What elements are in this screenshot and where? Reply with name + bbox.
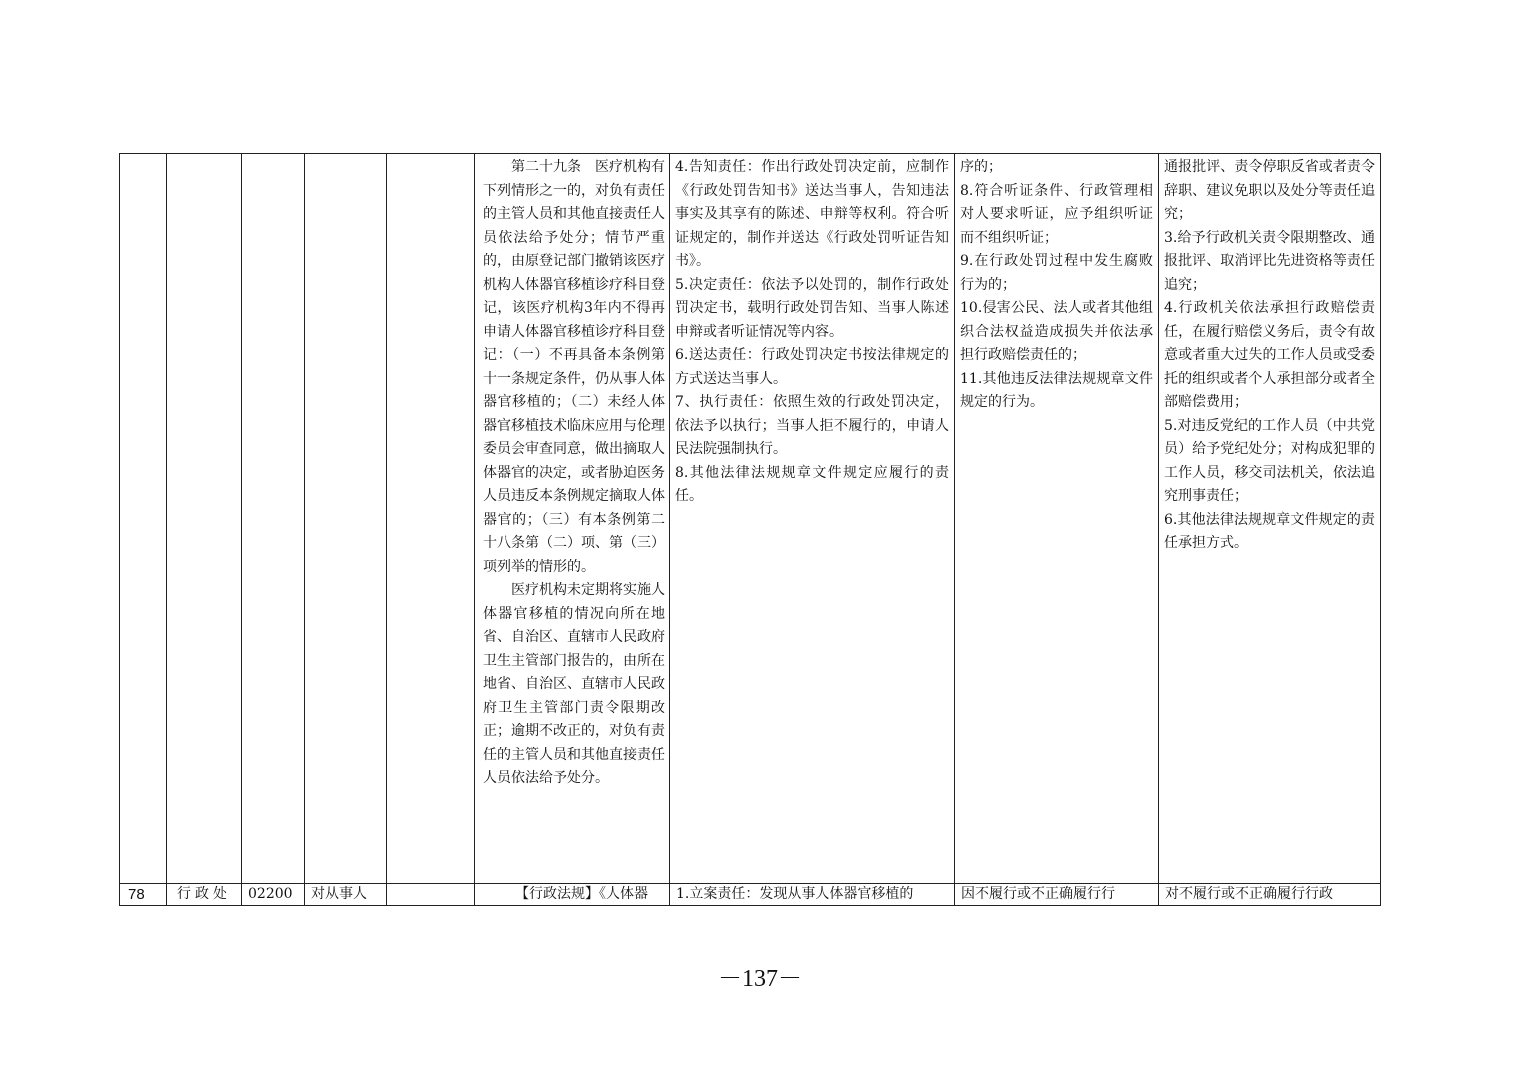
row-accountability-methods: 对不履行或不正确履行行政 [1165,886,1333,902]
cell-category-empty [167,154,242,884]
basis-text: 第二十九条 医疗机构有下列情形之一的，对负有责任的主管人员和其他直接责任人员依法给予处分；情节严重的，由原登记部门撤销该医疗机构人体器官移植诊疗科目登记，该医疗机构3年内不得再申请人体器官移植诊疗科目登记：（一）不再具备本条例第十一条规定条件，仍从事人体器官移植的；（二）未经人体器官移植技术临床应用与伦理委员会审查同意，做出摘取人体器官的决定，或者胁迫医务人员违反本条例规定摘取人体器官的；（三）有本条例第二十八条第（二）项、第（三）项列举的情形的。 医疗机构未定期将实施人体器官移植的情况向所在地省、自治区、直辖市人民政府卫生主管部门报告的，由所在地省、自治区、直辖市人民政府卫生主管部门责令限期改正；逾期不改正的，对负有责任的主管人员和其他直接责任人员依法给予处分。 [483,159,665,786]
cell-responsibility-78 [670,884,955,906]
cell-item-empty [305,154,387,884]
row-item: 对从事人 [311,886,367,902]
cell-number-empty [120,154,167,884]
cell-category [167,884,242,906]
cell-accountability-methods [1159,154,1381,884]
table-row-78 [120,884,1381,906]
cell-subitem [387,884,475,906]
row-code: 02200 [248,886,293,902]
cell-accountability-methods-78 [1159,884,1381,906]
responsibility-text: 4.告知责任：作出行政处罚决定前，应制作《行政处罚告知书》送达当事人，告知违法事实及其享有的陈述、申辩等权利。符合听证规定的，制作并送达《行政处罚听证告知书》。 5.决定责任：依法予以处罚的，制作行政处罚决定书，载明行政处罚告知、当事人陈述申辩或者听证情况等内容。 6.送达责任：行政处罚决定书按法律规定的方式送达当事人。 7、执行责任：依照生效的行政处罚决定，依法予以执行；当事人拒不履行的，申请人民法院强制执行。 8.其他法律法规规章文件规定应履行的责任。 [675,159,949,504]
accountability-cases-text: 序的； 8.符合听证条件、行政管理相对人要求听证，应予组织听证而不组织听证； 9.在行政处罚过程中发生腐败行为的； 10.侵害公民、法人或者其他组织合法权益造成损失并依法承担行政赔偿责任的； 11.其他违反法律法规规章文件规定的行为。 [960,159,1153,410]
row-basis: 【行政法规】《人体器 [515,886,648,902]
accountability-methods-text: 通报批评、责令停职反省或者责令辞职、建议免职以及处分等责任追究； 3.给予行政机关责令限期整改、通报批评、取消评比先进资格等责任追究； 4.行政机关依法承担行政赔偿责任，在履行赔偿义务后，责令有故意或者重大过失的工作人员或受委托的组织或者个人承担部分或者全部赔偿费用； 5.对违反党纪的工作人员（中共党员）给予党纪处分；对构成犯罪的工作人员，移交司法机关，依法追究刑事责任； 6.其他法律法规规章文件规定的责任承担方式。 [1164,159,1375,551]
page-number: －137－ [718,966,802,992]
cell-item [305,884,387,906]
row-responsibility: 1.立案责任：发现从事人体器官移植的 [676,886,914,902]
cell-code-empty [242,154,305,884]
cell-code [242,884,305,906]
cell-accountability-cases-78 [955,884,1159,906]
cell-number [120,884,167,906]
cell-basis [475,154,670,884]
cell-responsibility [670,154,955,884]
cell-accountability-cases [955,154,1159,884]
responsibility-table [119,153,1381,906]
row-accountability-cases: 因不履行或不正确履行行 [961,886,1115,902]
row-number: 78 [128,886,145,903]
cell-subitem-empty [387,154,475,884]
row-category: 行政处 [177,886,231,902]
cell-basis-78 [475,884,670,906]
table-row-continuation [120,154,1381,884]
